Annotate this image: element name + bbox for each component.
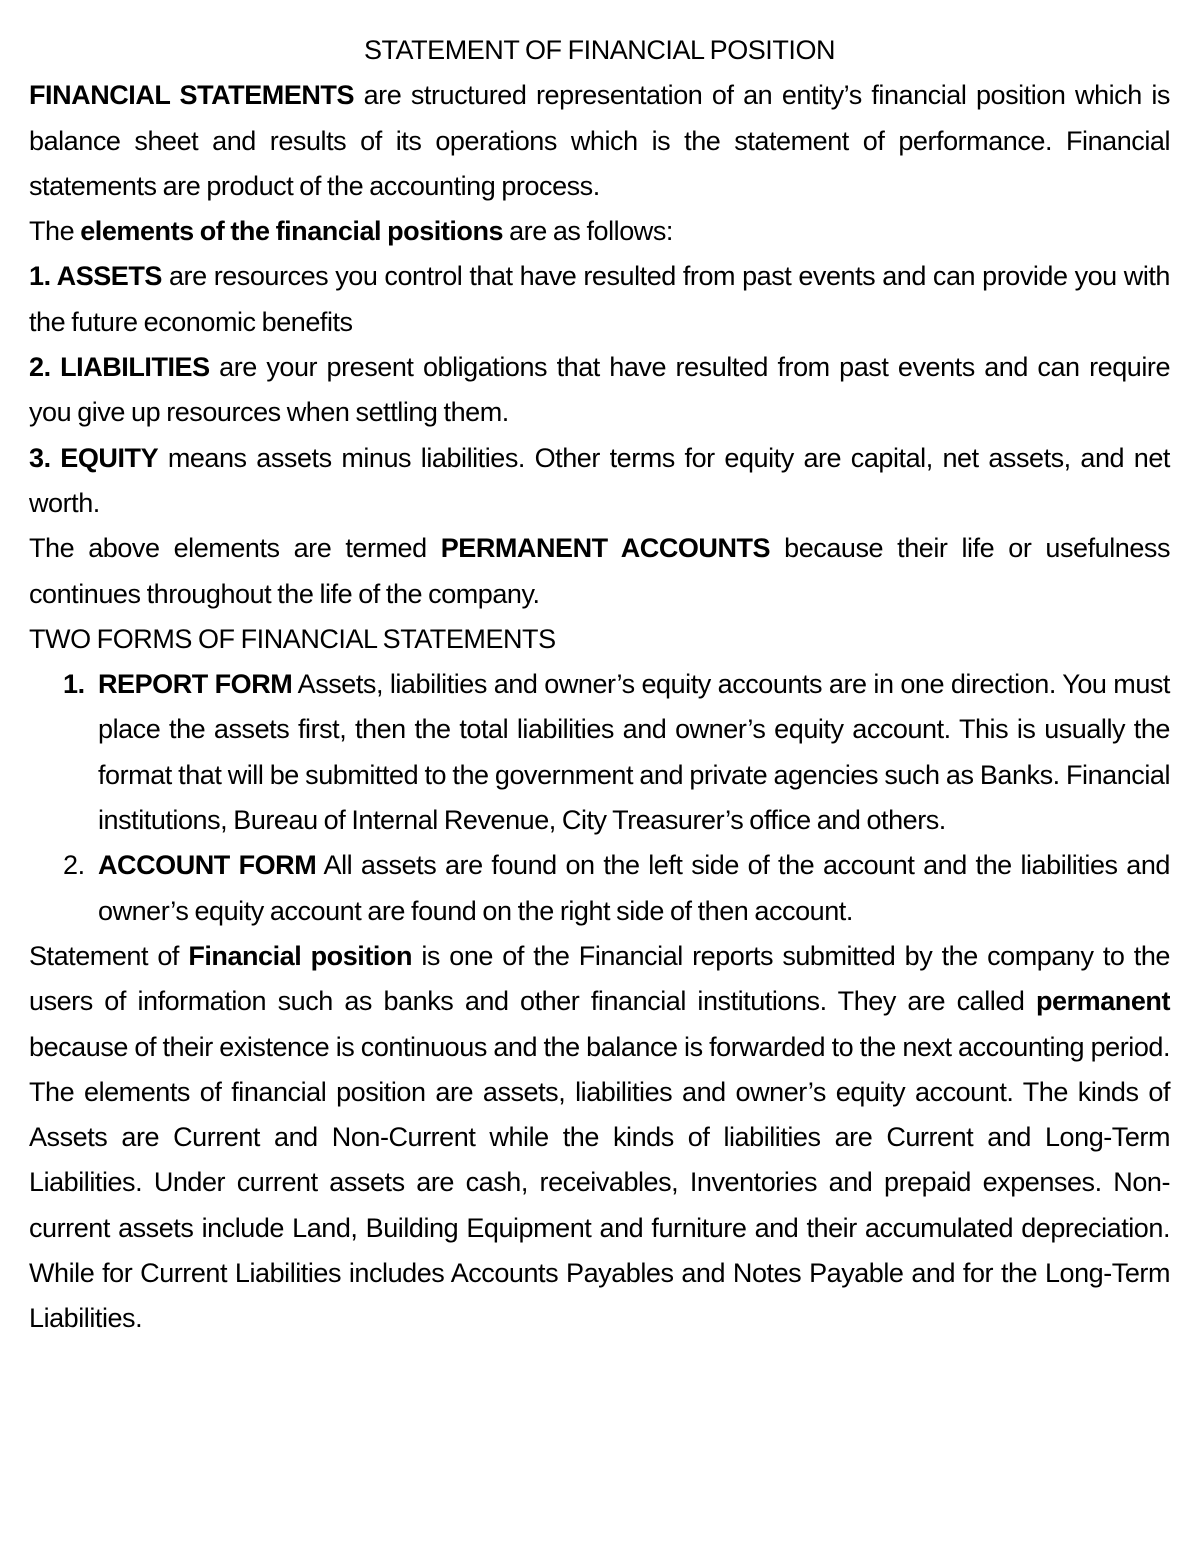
form-item-report: [63, 662, 1170, 843]
form-text: All assets are found on the left side of the account and the liabilities and owner’s equity account are found on the right side of then account.: [98, 850, 1170, 926]
permanent-term: PERMANENT ACCOUNTS: [440, 533, 771, 564]
element-label: 2. LIABILITIES: [29, 352, 210, 383]
element-text: are resources you control that have resulted from past events and can provide you with the future economic benefits: [29, 261, 1170, 337]
element-assets: [29, 254, 1170, 345]
elements-intro-term: elements of the financial positions: [80, 216, 504, 247]
form-number: 1.: [63, 669, 85, 700]
form-label: ACCOUNT FORM: [98, 850, 317, 881]
closing-paragraph: [29, 934, 1170, 1342]
intro-text: are structured representation of an entity’s financial position which is balance sheet and results of its operations which is the statement of performance. Financial statements are product of the accounting process.: [29, 80, 1170, 201]
closing-text-1: Statement of: [29, 940, 189, 971]
element-text: means assets minus liabilities. Other terms for equity are capital, net assets, and net worth.: [29, 442, 1170, 518]
form-item-account: [63, 843, 1170, 934]
closing-text-2: is one of the Financial reports submitted by the company to the users of information such as banks and other financial institutions. They are called: [29, 940, 1170, 1017]
forms-heading: TWO FORMS OF FINANCIAL STATEMENTS: [29, 623, 556, 654]
elements-intro: [29, 209, 1170, 254]
page-title: STATEMENT OF FINANCIAL POSITION: [363, 35, 836, 65]
forms-list: [29, 662, 1170, 934]
permanent-accounts-paragraph: [29, 526, 1170, 617]
elements-intro-before: The: [29, 216, 81, 247]
intro-paragraph: [29, 73, 1170, 209]
element-equity: [29, 436, 1170, 527]
permanent-after: because their life or usefulness continues throughout the life of the company.: [29, 533, 1170, 609]
closing-bold-2: permanent: [1036, 986, 1170, 1017]
element-label: 3. EQUITY: [29, 442, 159, 473]
closing-text-3: because of their existence is continuous and the balance is forwarded to the next accounting period. The elements of financial position are assets, liabilities and owner’s equity account. The kinds of Assets are Current and Non-Current while the kinds of liabilities are Current and Long-Term Liabilities. Under current assets are cash, receivables, Inventories and prepaid expenses. Non-current assets include Land, Building Equipment and furniture and their accumulated depreciation. While for Current Liabilities includes Accounts Payables and Notes Payable and for the Long-Term Liabilities.: [29, 1031, 1170, 1334]
element-liabilities: [29, 345, 1170, 436]
form-text: Assets, liabilities and owner’s equity accounts are in one direction. You must place the assets first, then the total liabilities and owner’s equity account. This is usually the format that will be submitted to the government and private agencies such as Banks. Financial institutions, Bureau of Internal Revenue, City Treasurer’s office and others.: [98, 669, 1170, 836]
closing-bold-1: Financial position: [188, 940, 413, 971]
element-label: 1. ASSETS: [29, 261, 162, 292]
elements-intro-after: are as follows:: [503, 216, 673, 247]
element-text: are your present obligations that have resulted from past events and can require you give up resources when settling them.: [29, 352, 1171, 428]
intro-term: FINANCIAL STATEMENTS: [29, 80, 355, 111]
permanent-before: The above elements are termed: [29, 533, 441, 564]
form-number: 2.: [63, 850, 85, 881]
form-label: REPORT FORM: [98, 669, 293, 700]
